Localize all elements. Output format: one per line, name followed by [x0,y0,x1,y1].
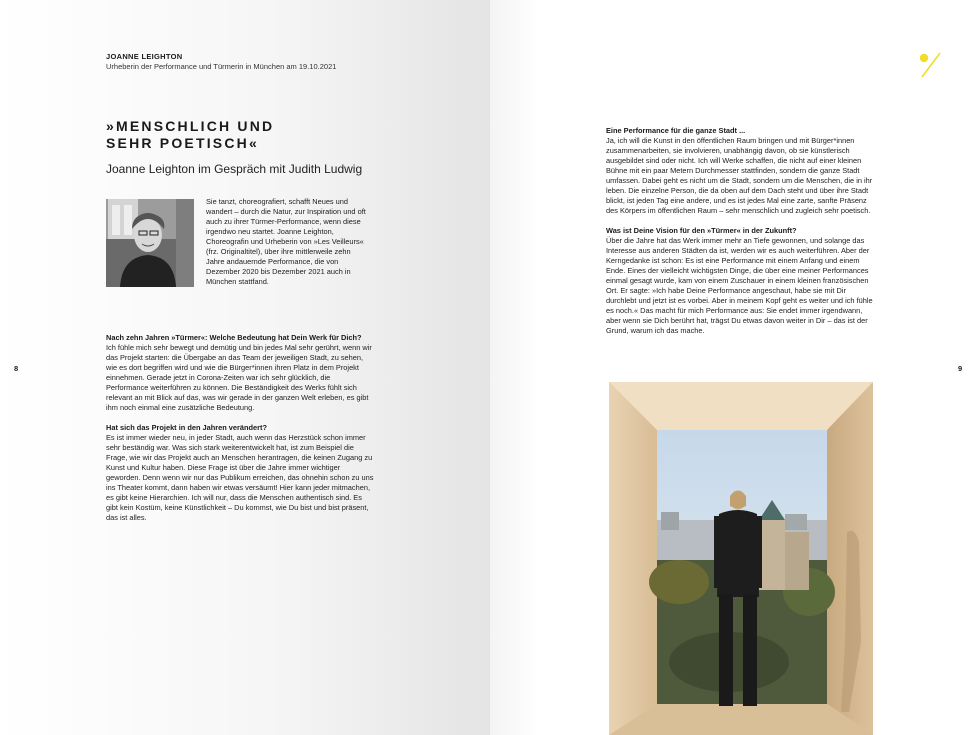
logo-moon-icon [933,66,939,77]
article-title-line-1: »MENSCHLICH UND [106,118,275,134]
interview-left-column [106,333,374,533]
logo-dot-icon [920,54,928,62]
interview-answer: Ja, ich will die Kunst in den öffentlichen Raum bringen und mit Bürger*innen zusammenarbeiten, sie involvieren, unabhängig davon, ob sie künstlerisch ausgebildet sind oder nicht. Ich will Werke schaffen, die nicht auf einer kleinen Bühne mit ein paar Metern Durchmesser stattfinden, sondern die ganze Stadt umfassen. Dabei geht es nicht um die Stadt, sondern um die Menschen, die in ihr leben. Die einzelne Person, die da oben auf dem Dach steht und über ihre Stadt blickt, ist jeden Tag eine andere, und es ist jedes Mal eine zarte, sanfte Präsenz des Körpers im öffentlichen Raum – sehr menschlich und zugleich sehr poetisch. [606,136,873,215]
rooftop-photo-illustration [609,382,873,735]
portrait-photo [106,199,194,287]
right-page [490,0,980,735]
interview-question: Hat sich das Projekt in den Jahren verändert? [106,423,268,432]
author-name: JOANNE LEIGHTON [106,52,183,61]
author-role: Urheberin der Performance und Türmerin in München am 19.10.2021 [106,62,337,71]
interview-question: Eine Performance für die ganze Stadt ... [606,126,746,135]
portrait-illustration [106,199,194,287]
interview-question: Was ist Deine Vision für den »Türmer« in der Zukunft? [606,226,797,235]
interview-answer: Es ist immer wieder neu, in jeder Stadt, auch wenn das Herzstück schon immer sehr beständig war. Was sich stark weiterentwickelt hat, ist zum Beispiel die Frage, wie wir das Projekt auch an Menschen herantragen, die keinen Zugang zu Kunst und Kultur haben. Diese Frage ist über die Jahre immer wichtiger geworden. Denn wenn wir nur das Publikum erreichen, das ohnehin schon zu uns ins Theater kommt, dann haben wir etwas versäumt! Hier kann jeder mitmachen, es gibt keine Hierarchien. Ich will nur, dass die Menschen authentisch sind. Es gibt kein Kostüm, keine Künstlichkeit – Du kommst, wie Du bist und bist präsent, das ist alles. [106,433,374,522]
percent-moon-logo-icon [916,50,946,80]
article-title-line-2: SEHR POETISCH« [106,135,259,151]
interview-right-column [606,126,874,346]
rooftop-performance-photo [609,382,873,735]
author-header [106,52,336,72]
page-number-right: 9 [958,364,963,373]
article-title [106,118,426,152]
interview-question: Nach zehn Jahren »Türmer«: Welche Bedeutung hat Dein Werk für Dich? [106,333,362,342]
intro-paragraph: Sie tanzt, choreografiert, schafft Neues und wandert – durch die Natur, zur Inspiration und oft auch zu ihrer Türmer-Performance, wenn diese irgendwo neu startet. Joanne Leighton, Choreografin und Urheberin von »Les Veilleurs« (frz. Originaltitel), über ihre mittlerweile zehn Jahre andauernde Performance, die von Dezember 2020 bis Dezember 2021 auch in München stattfand. [206,197,366,286]
interview-answer: Über die Jahre hat das Werk immer mehr an Tiefe gewonnen, und solange das Interesse aus anderen Städten da ist, werden wir es auch weiterführen. Aber der Kerngedanke ist schon: Es ist eine Performance mit einem Anfang und einem Ende. Eines der vielleicht wichtigsten Dinge, die über eine meiner Performances einmal gesagt wurde, kam von einem Zuschauer in einem kleinen französischen Ort. Er sagte: »Ich habe Deine Performance angeschaut, habe sie mit Dir durchlebt und jetzt ist es vorbei. Aber in meinem Kopf geht es weiter und ich fühle es noch.« Das macht für mich Performance aus: Sie endet immer irgendwann, aber wenn sie Dich berührt hat, trägst Du etwas davon weiter in Dir – das ist der Grund, warum ich das mache. [606,236,873,335]
article-subtitle: Joanne Leighton im Gespräch mit Judith Ludwig [106,162,363,176]
page-number-left: 8 [14,364,19,373]
interview-answer: Ich fühle mich sehr bewegt und demütig und bin jedes Mal sehr gerührt, wenn wir das Projekt starten: die Übergabe an das Team der jeweiligen Stadt, zu sehen, wie es dort begriffen wird und wie die Bürger*innen ihren Platz in dem Projekt einnehmen. Gerade jetzt in Corona-Zeiten war ich sehr glücklich, die Performance weiterführen zu können. Die Beständigkeit des Werks fühlt sich relevant an mit Blick auf das, was wir gerade in der ganzen Welt erleben, es gibt ihm noch einmal eine zusätzliche Bedeutung. [106,343,372,412]
